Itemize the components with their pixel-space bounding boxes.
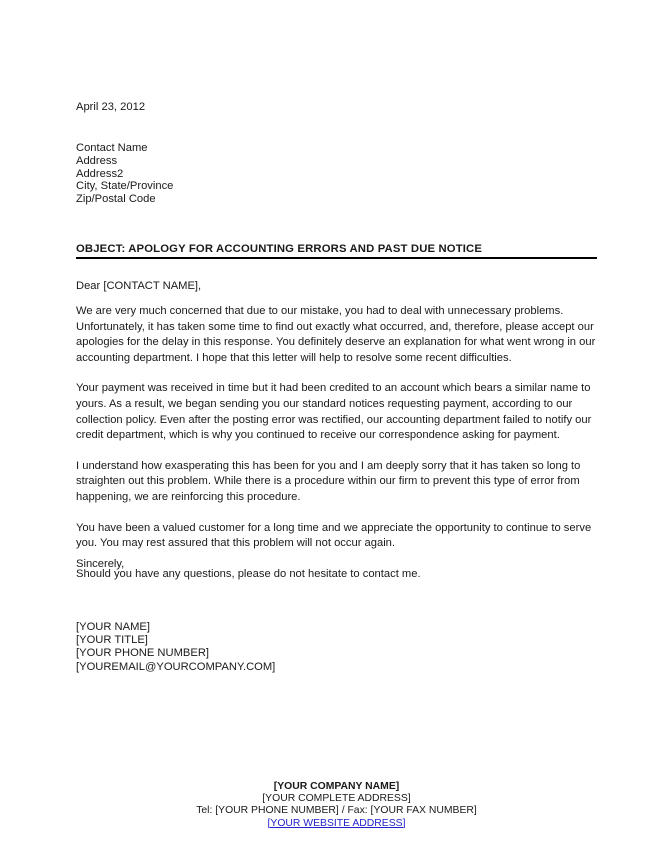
body-paragraph: You have been a valued customer for a long time and we appreciate the opportunity to continue to serve you. You may rest assured that this problem will not occur again. [76, 521, 592, 550]
signature-title: [YOUR TITLE] [76, 634, 148, 647]
closing-line: Sincerely, [76, 558, 125, 570]
signature-name: [YOUR NAME] [76, 621, 150, 633]
signature-block [76, 621, 275, 674]
recipient-address-block [76, 142, 173, 206]
signature-phone: [YOUR PHONE NUMBER] [76, 647, 210, 660]
signature-email: [YOUREMAIL@YOURCOMPANY.COM] [76, 660, 276, 673]
body-paragraph: I understand how exasperating this has been for you and I am deeply sorry that it has taken so long to straighten out this problem. While there is a procedure within our firm to prevent this type of error from happening, we are reinforcing this procedure. [76, 459, 581, 503]
page-footer [76, 781, 597, 830]
object-divider [76, 257, 597, 259]
recipient-line: Address2 [76, 167, 124, 180]
object-line: OBJECT: APOLOGY FOR ACCOUNTING ERRORS AND PAST DUE NOTICE [76, 243, 483, 255]
letter-date: April 23, 2012 [76, 101, 146, 113]
footer-contact: Tel: [YOUR PHONE NUMBER] / Fax: [YOUR FAX NUMBER] [196, 805, 477, 817]
footer-company-name: [YOUR COMPANY NAME] [273, 781, 400, 792]
footer-website-link[interactable]: [YOUR WEBSITE ADDRESS] [267, 817, 406, 829]
recipient-line: Address [76, 154, 118, 167]
recipient-line: City, State/Province [76, 180, 174, 193]
letter-body [76, 304, 597, 582]
body-paragraph: Your payment was received in time but it had been credited to an account which bears a similar name to yours. As a result, we began sending you our standard notices requesting payment, according to our collection policy. Even after the posting error was rectified, our accounting department failed to notify our credit department, which is why you continued to receive our correspondence asking for payment. [76, 382, 592, 442]
salutation: Dear [CONTACT NAME], [76, 280, 202, 292]
body-paragraph: Should you have any questions, please do not hesitate to contact me. [76, 567, 421, 580]
footer-address: [YOUR COMPLETE ADDRESS] [262, 793, 411, 805]
body-paragraph: We are very much concerned that due to our mistake, you had to deal with unnecessary problems. Unfortunately, it has taken some time to find out exactly what occurred, and, therefore, please accept our apologies for the delay in this response. You definitely deserve an explanation for what went wrong in our accounting department. I hope that this letter will help to resolve some recent difficulties. [76, 305, 596, 364]
recipient-line: Contact Name [76, 142, 148, 154]
recipient-line: Zip/Postal Code [76, 193, 156, 206]
